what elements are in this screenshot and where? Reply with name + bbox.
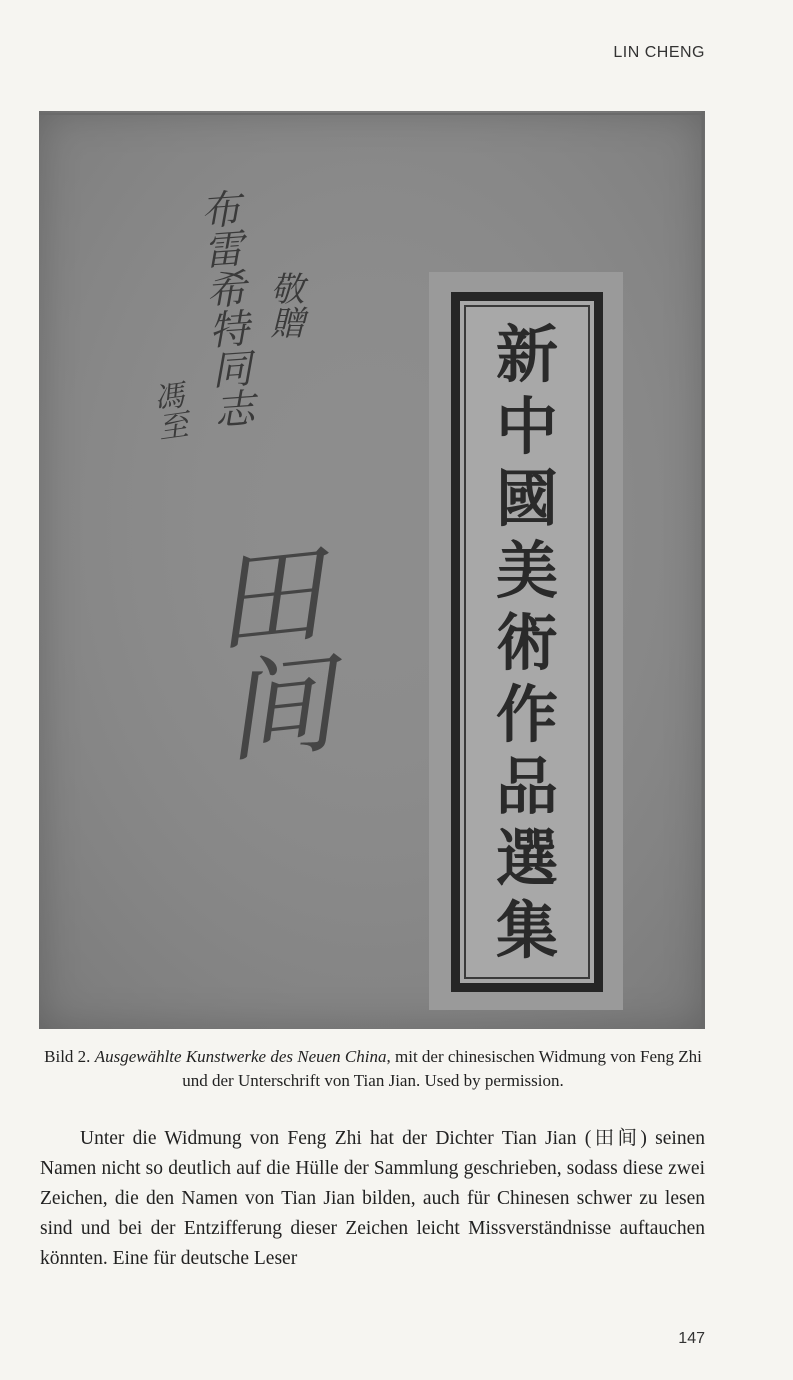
- title-char: 品: [495, 750, 558, 823]
- caption-prefix: Bild 2.: [44, 1047, 91, 1066]
- title-char: 中: [495, 390, 558, 463]
- caption-title: Ausgewählte Kunstwerke des Neuen China: [94, 1047, 387, 1066]
- body-paragraph: Unter die Widmung von Feng Zhi hat der Dichter Tian Jian (田间) seinen Namen nicht so deutlich auf die Hülle der Sammlung geschrieben, sodass diese zwei Zeichen, die den Namen von Tian Jian bilden, auch für Chinesen schwer zu lesen sind und bei der Entzifferung dieser Zeichen leicht Missverständnisse auftauchen könnten. Eine für deutsche Leser: [40, 1128, 705, 1269]
- figure-caption: [40, 1045, 706, 1093]
- title-label-panel: [429, 272, 623, 1010]
- dedication-honorific: 敬贈: [264, 271, 304, 339]
- book-cover-photo: [39, 111, 705, 1029]
- title-char: 國: [495, 462, 558, 535]
- title-char: 集: [495, 894, 558, 967]
- running-head: LIN CHENG: [613, 44, 705, 61]
- dedication-recipient: 布雷希特同志: [192, 187, 256, 430]
- title-label-frame: [451, 292, 603, 992]
- page-number: 147: [678, 1330, 705, 1347]
- tian-jian-signature: 田间: [188, 534, 340, 768]
- dedication-name: 馮至: [145, 378, 190, 444]
- title-char: 術: [495, 606, 558, 679]
- title-char: 美: [495, 534, 558, 607]
- caption-suffix: , mit der chinesischen Widmung von Feng Zhi und der Unterschrift von Tian Jian. Used by permission.: [182, 1047, 702, 1090]
- seal-script-title: [464, 305, 590, 979]
- title-char: 選: [495, 822, 558, 895]
- title-char: 作: [495, 678, 558, 751]
- body-text: [40, 1124, 705, 1274]
- title-char: 新: [495, 318, 558, 391]
